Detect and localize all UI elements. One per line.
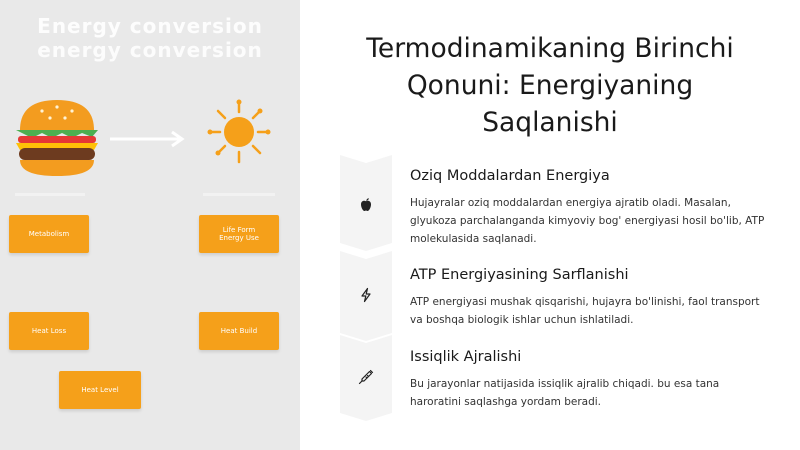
sun-icon — [202, 98, 276, 166]
thermometer-icon — [358, 369, 374, 385]
item-title: ATP Energiyasining Sarflanishi — [410, 267, 629, 283]
item-title: Issiqlik Ajralishi — [410, 349, 522, 365]
item-description: ATP energiyasi mushak qisqarishi, hujayra bo'linishi, faol transport va boshqa biologik ishlar uchun ishlatiladi. — [410, 296, 760, 326]
illustration-title: Energy conversion — [37, 14, 263, 38]
energy-box-heat-level: Heat Level — [59, 371, 141, 409]
divider-line — [203, 193, 275, 196]
energy-box-heat-build: Heat Build — [199, 312, 279, 350]
burger-icon — [12, 96, 102, 180]
item-description: Hujayralar oziq moddalardan energiya ajratib oladi. Masalan, glyukoza parchalanganda kimyoviy bog' energiyasi hosil bo'lib, ATP molekulasida saqlanadi. — [410, 197, 765, 245]
divider-line — [15, 193, 85, 196]
illustration-subtitle: energy conversion — [37, 38, 263, 62]
page-title: Termodinamikaning Birinchi Qonuni: Energiyaning Saqlanishi — [366, 33, 734, 138]
illustration-panel — [0, 0, 300, 450]
apple-icon — [358, 197, 374, 213]
arrow-icon — [108, 128, 190, 150]
energy-box-heat-loss: Heat Loss — [9, 312, 89, 350]
item-description: Bu jarayonlar natijasida issiqlik ajralib chiqadi. bu esa tana haroratini saqlashga yordam beradi. — [410, 378, 720, 408]
lightning-icon — [358, 287, 374, 303]
energy-box-metabolism: Metabolism — [9, 215, 89, 253]
energy-box-life-form: Life Form Energy Use — [199, 215, 279, 253]
item-title: Oziq Moddalardan Energiya — [410, 168, 610, 184]
